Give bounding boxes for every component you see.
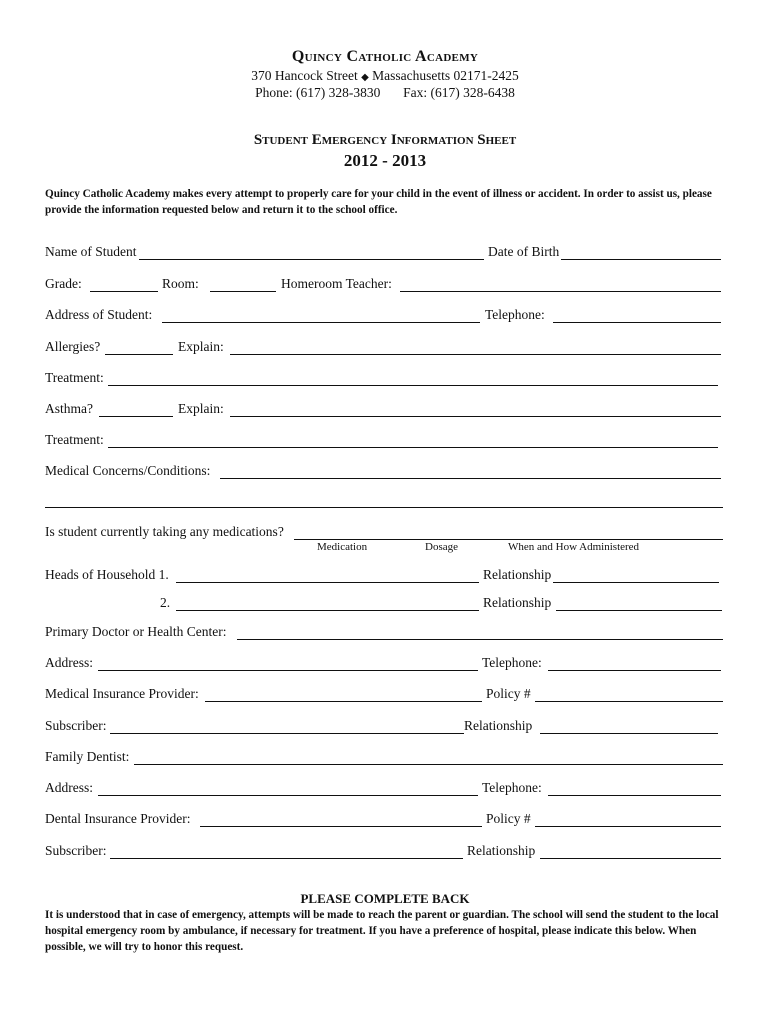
- treatment-2-field[interactable]: [108, 447, 718, 448]
- doctor-address-field[interactable]: [98, 670, 478, 671]
- medications-field[interactable]: [294, 539, 723, 540]
- dentist-telephone-field[interactable]: [548, 795, 721, 796]
- school-phone: Phone: (617) 328-3830: [255, 85, 381, 100]
- label-address-2: Address:: [45, 655, 93, 670]
- label-asthma: Asthma?: [45, 401, 93, 416]
- label-heads-household-1: Heads of Household 1.: [45, 567, 169, 582]
- emergency-notice-paragraph: It is understood that in case of emergency, attempts will be made to reach the parent or guardian. The school will send the student to the local hospital emergency room by ambulance, if necessary for treatment. If you have a preference of hospital, please indicate this below. When possible, we will try to honor this request.: [45, 909, 719, 953]
- doctor-telephone-field[interactable]: [548, 670, 721, 671]
- label-heads-household-2: 2.: [160, 595, 171, 610]
- address-of-student-field[interactable]: [162, 322, 480, 323]
- label-relationship-4: Relationship: [467, 843, 536, 858]
- label-relationship-2: Relationship: [483, 595, 552, 610]
- label-address-3: Address:: [45, 780, 93, 795]
- family-dentist-field[interactable]: [134, 764, 723, 765]
- medical-insurance-field[interactable]: [205, 701, 482, 702]
- dental-insurance-field[interactable]: [200, 826, 482, 827]
- label-address-of-student: Address of Student:: [45, 307, 153, 322]
- school-year: 2012 - 2013: [343, 151, 427, 170]
- primary-doctor-field[interactable]: [237, 639, 723, 640]
- treatment-1-field[interactable]: [108, 385, 718, 386]
- label-relationship-1: Relationship: [483, 567, 552, 582]
- label-dental-insurance: Dental Insurance Provider:: [45, 811, 191, 826]
- room-field[interactable]: [210, 291, 276, 292]
- policy-1-field[interactable]: [535, 701, 723, 702]
- allergies-explain-field[interactable]: [230, 354, 721, 355]
- relationship-4-field[interactable]: [540, 858, 721, 859]
- subscriber-2-field[interactable]: [110, 858, 463, 859]
- dosage-column-label: Dosage: [425, 541, 458, 553]
- heads-household-1-field[interactable]: [176, 582, 479, 583]
- label-explain-2: Explain:: [178, 401, 224, 416]
- label-telephone-2: Telephone:: [482, 655, 542, 670]
- label-allergies: Allergies?: [45, 339, 101, 354]
- asthma-field[interactable]: [99, 416, 173, 417]
- relationship-1-field[interactable]: [553, 582, 719, 583]
- label-room: Room:: [162, 276, 199, 291]
- dentist-address-field[interactable]: [98, 795, 478, 796]
- medication-column-label: Medication: [317, 541, 368, 553]
- label-policy-2: Policy #: [486, 811, 531, 826]
- label-homeroom-teacher: Homeroom Teacher:: [281, 276, 392, 291]
- please-complete-back: PLEASE COMPLETE BACK: [300, 891, 470, 906]
- address-street: 370 Hancock Street: [251, 68, 358, 83]
- date-of-birth-field[interactable]: [561, 259, 721, 260]
- when-how-column-label: When and How Administered: [508, 541, 640, 553]
- allergies-field[interactable]: [105, 354, 173, 355]
- homeroom-teacher-field[interactable]: [400, 291, 721, 292]
- telephone-1-field[interactable]: [553, 322, 721, 323]
- heads-household-2-field[interactable]: [176, 610, 479, 611]
- relationship-2-field[interactable]: [556, 610, 722, 611]
- school-contact: [0, 85, 770, 101]
- address-city: Massachusetts 02171-2425: [372, 68, 519, 83]
- relationship-3-field[interactable]: [540, 733, 718, 734]
- policy-2-field[interactable]: [535, 826, 721, 827]
- label-name-of-student: Name of Student: [45, 244, 137, 259]
- intro-paragraph: Quincy Catholic Academy makes every attempt to properly care for your child in the event of illness or accident. In order to assist us, please provide the information requested below and return it to the school office.: [45, 188, 712, 216]
- label-treatment-2: Treatment:: [45, 432, 104, 447]
- label-primary-doctor: Primary Doctor or Health Center:: [45, 624, 227, 639]
- label-family-dentist: Family Dentist:: [45, 749, 130, 764]
- school-fax: Fax: (617) 328-6438: [403, 85, 515, 100]
- label-relationship-3: Relationship: [464, 718, 533, 733]
- label-date-of-birth: Date of Birth: [488, 244, 560, 259]
- label-medications-question: Is student currently taking any medications?: [45, 524, 284, 539]
- label-policy-1: Policy #: [486, 686, 531, 701]
- label-grade: Grade:: [45, 276, 82, 291]
- label-telephone-3: Telephone:: [482, 780, 542, 795]
- asthma-explain-field[interactable]: [230, 416, 721, 417]
- label-explain-1: Explain:: [178, 339, 224, 354]
- medical-concerns-field-2[interactable]: [45, 507, 723, 508]
- medical-concerns-field[interactable]: [220, 478, 721, 479]
- label-medical-concerns: Medical Concerns/Conditions:: [45, 463, 211, 478]
- label-treatment-1: Treatment:: [45, 370, 104, 385]
- diamond-separator-icon: ◆: [361, 72, 369, 83]
- form-title: Student Emergency Information Sheet: [253, 132, 517, 148]
- school-address: [0, 68, 770, 84]
- label-subscriber-2: Subscriber:: [45, 843, 107, 858]
- name-of-student-field[interactable]: [139, 259, 484, 260]
- label-medical-insurance: Medical Insurance Provider:: [45, 686, 199, 701]
- label-telephone-1: Telephone:: [485, 307, 545, 322]
- school-name: Quincy Catholic Academy: [291, 48, 479, 65]
- label-subscriber-1: Subscriber:: [45, 718, 107, 733]
- grade-field[interactable]: [90, 291, 158, 292]
- subscriber-1-field[interactable]: [110, 733, 464, 734]
